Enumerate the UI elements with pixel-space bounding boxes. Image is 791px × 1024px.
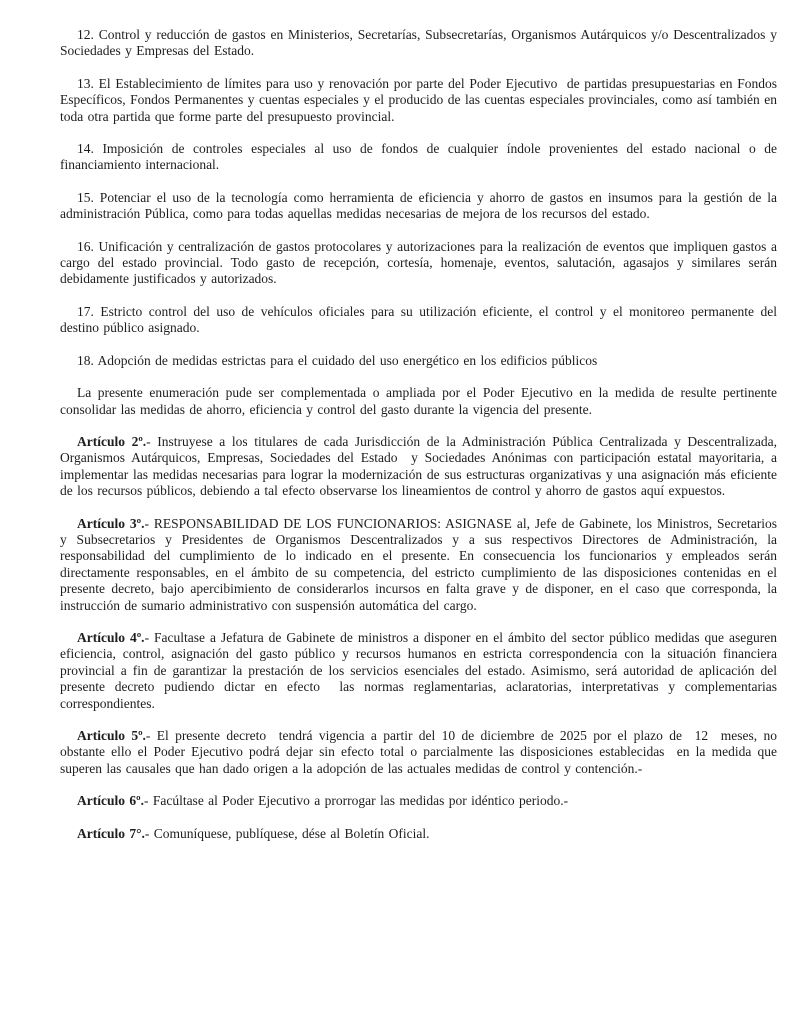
decree-item-13-text: 13. El Establecimiento de límites para uso y renovación por parte del Poder Ejecutivo de partidas presupuestarias en Fondos Específicos, Fondos Permanentes y cuentas especiales y el producido de las cuentas especiales provinciales, como así también en toda otra partida que forme parte del presupuesto provincial. (60, 75, 777, 124)
decree-item-16-text: 16. Unificación y centralización de gastos protocolares y autorizaciones para la realización de eventos que impliquen gastos a cargo del estado provincial. Todo gasto de recepción, cortesía, homenaje, eventos, salutación, agasajos y similares serán debidamente justificados y autorizados. (60, 238, 777, 287)
article-5 (60, 728, 777, 777)
article-6-label: Artículo 6º. (77, 793, 144, 809)
article-4-text: - Facultase a Jefatura de Gabinete de ministros a disponer en el ámbito del sector público medidas que aseguren eficiencia, control, asignación del gasto público y recursos humanos en estricta correspondencia con la situación financiera provincial a fin de garantizar la prestación de los servicios esenciales del estado. Asimismo, será autoridad de aplicación del presente decreto pudiendo dictar en efecto las normas reglamentarias, aclaratorias, interpretativas y complementarias correspondientes. (60, 629, 778, 711)
decree-item-12 (60, 27, 777, 60)
article-3-label: Artículo 3º. (77, 515, 145, 531)
closing-note (60, 385, 777, 418)
decree-item-18-text: 18. Adopción de medidas estrictas para el cuidado del uso energético en los edificios públicos (77, 352, 598, 368)
decree-item-14-text: 14. Imposición de controles especiales al uso de fondos de cualquier índole provenientes del estado nacional o de financiamiento internacional. (60, 141, 777, 173)
article-5-label: Articulo 5º. (77, 728, 146, 743)
article-4-label: Artículo 4º. (77, 629, 145, 645)
decree-item-14 (60, 141, 777, 174)
article-6-text: - Facúltase al Poder Ejecutivo a prorrogar las medidas por idéntico periodo.- (143, 793, 569, 809)
decree-item-18 (60, 353, 777, 369)
decree-item-15 (60, 190, 777, 223)
article-2-text: - Instruyese a los titulares de cada Jurisdicción de la Administración Pública Centralizada y Descentralizada, Organismos Autárquicos, Empresas, Sociedades del Estado y Sociedades Anónimas con participación estatal mayoritaria, a implementar las medidas necesarias para lograr la modernización de sus estructuras organizativas y una asignación más eficiente de los recursos públicos, debiendo a tal efecto observarse los lineamientos de control y ahorro de gastos aquí expuestos. (60, 433, 777, 499)
decree-item-17-text: 17. Estricto control del uso de vehículos oficiales para su utilización eficiente, el control y el monitoreo permanente del destino público asignado. (60, 303, 777, 336)
closing-note-text: La presente enumeración pude ser complementada o ampliada por el Poder Ejecutivo en la medida de resulte pertinente consolidar las medidas de ahorro, eficiencia y control del gasto durante la vigencia del presente. (60, 385, 777, 417)
decree-item-12-text: 12. Control y reducción de gastos en Ministerios, Secretarías, Subsecretarías, Organismos Autárquicos y/o Descentralizados y Sociedades y Empresas del Estado. (60, 27, 777, 59)
article-2 (60, 434, 777, 500)
article-4 (60, 630, 777, 712)
article-3 (60, 516, 777, 614)
article-6 (60, 793, 777, 809)
article-7-text: - Comuníquese, publíquese, dése al Boletín Oficial. (144, 825, 430, 841)
article-3-text: - RESPONSABILIDAD DE LOS FUNCIONARIOS: ASIGNASE al, Jefe de Gabinete, los Ministros, Secretarios y Subsecretarios y Presidentes de Organismos Descentralizados y a sus respectivos Directores de Administración, la responsabilidad del cumplimiento de lo indicado en el presente. En consecuencia los funcionarios y empleados serán directamente responsables, en el ámbito de su competencia, del estricto cumplimiento de las disposiciones contenidas en el presente decreto, bajo apercibimiento de considerarlos incursos en falta grave y de disponer, en el caso que corresponda, la instrucción de sumario administrativo con suspensión automática del cargo. (60, 515, 777, 613)
decree-item-17 (60, 304, 777, 337)
article-5-text: - El presente decreto tendrá vigencia a partir del 10 de diciembre de 2025 por el plazo de 12 meses, no obstante ello el Poder Ejecutivo podrá dejar sin efecto total o parcialmente las disposiciones establecidas en la medida que superen las causales que han dado origen a la adopción de las actuales medidas de control y contención.- (60, 728, 777, 776)
article-2-label: Artículo 2º. (77, 433, 147, 449)
decree-item-13 (60, 76, 777, 125)
article-7 (60, 826, 777, 842)
decree-item-16 (60, 239, 777, 288)
article-7-label: Artículo 7°. (77, 825, 145, 841)
decree-item-15-text: 15. Potenciar el uso de la tecnología como herramienta de eficiencia y ahorro de gastos en insumos para la gestión de la administración Pública, como para todas aquellas medidas necesarias de mejora de los recursos del estado. (60, 189, 777, 222)
